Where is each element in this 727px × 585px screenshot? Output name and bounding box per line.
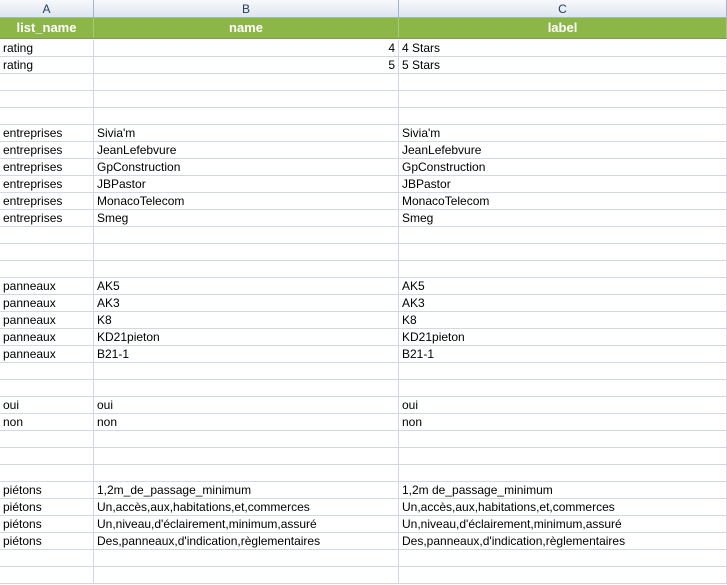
cell-name[interactable]: 5 [94,57,399,73]
cell-list-name[interactable]: piétons [0,482,94,498]
cell-label[interactable] [399,74,727,90]
cell-list-name[interactable]: panneaux [0,295,94,311]
cell-list-name[interactable]: panneaux [0,312,94,328]
column-header-c[interactable]: C [399,0,727,18]
cell-name[interactable]: oui [94,397,399,413]
cell-name[interactable]: AK3 [94,295,399,311]
cell-label[interactable]: K8 [399,312,727,328]
header-cell-label[interactable]: label [399,18,727,38]
cell-list-name[interactable]: panneaux [0,329,94,345]
cell-list-name[interactable] [0,227,94,243]
table-row [0,193,727,210]
table-row [0,482,727,499]
cell-list-name[interactable] [0,448,94,464]
cell-label[interactable]: non [399,414,727,430]
cell-name[interactable] [94,431,399,447]
cell-name[interactable] [94,227,399,243]
cell-name[interactable]: KD21pieton [94,329,399,345]
table-row [0,448,727,465]
cell-label[interactable] [399,567,727,583]
table-row [0,567,727,584]
cell-name[interactable]: AK5 [94,278,399,294]
cell-label[interactable] [399,244,727,260]
cell-list-name[interactable] [0,567,94,583]
cell-name[interactable]: non [94,414,399,430]
table-row [0,499,727,516]
table-row [0,176,727,193]
table-row [0,278,727,295]
cell-list-name[interactable]: entreprises [0,125,94,141]
cell-list-name[interactable]: oui [0,397,94,413]
header-cell-list-name[interactable]: list_name [0,18,94,38]
cell-label[interactable]: Un,niveau,d'éclairement,minimum,assuré [399,516,727,532]
cell-list-name[interactable] [0,244,94,260]
cell-label[interactable]: oui [399,397,727,413]
cell-list-name[interactable]: entreprises [0,176,94,192]
cell-list-name[interactable]: piétons [0,516,94,532]
table-row [0,227,727,244]
cell-label[interactable] [399,448,727,464]
cell-name[interactable] [94,108,399,124]
table-row [0,533,727,550]
cell-name[interactable] [94,363,399,379]
cell-label[interactable]: 4 Stars [399,40,727,56]
cell-list-name[interactable] [0,550,94,566]
cell-label[interactable] [399,380,727,396]
cell-label[interactable] [399,550,727,566]
table-row [0,210,727,227]
table-row [0,159,727,176]
cell-list-name[interactable]: rating [0,40,94,56]
cell-label[interactable]: B21-1 [399,346,727,362]
table-row [0,57,727,74]
cell-name[interactable]: JBPastor [94,176,399,192]
cell-list-name[interactable]: non [0,414,94,430]
table-row [0,414,727,431]
cell-name[interactable]: B21-1 [94,346,399,362]
cell-name[interactable] [94,380,399,396]
cell-label[interactable]: GpConstruction [399,159,727,175]
cell-name[interactable] [94,448,399,464]
cell-name[interactable] [94,91,399,107]
cell-label[interactable]: MonacoTelecom [399,193,727,209]
cell-list-name[interactable]: panneaux [0,278,94,294]
cell-name[interactable] [94,244,399,260]
table-row [0,74,727,91]
cell-label[interactable]: KD21pieton [399,329,727,345]
cell-label[interactable]: 5 Stars [399,57,727,73]
cell-label[interactable]: Sivia'm [399,125,727,141]
table-row [0,108,727,125]
table-row [0,142,727,159]
cell-name[interactable]: 1,2m_de_passage_minimum [94,482,399,498]
cell-list-name[interactable] [0,74,94,90]
table-row [0,244,727,261]
cell-label[interactable]: 1,2m de_passage_minimum [399,482,727,498]
cell-list-name[interactable]: entreprises [0,193,94,209]
table-row [0,40,727,57]
cell-list-name[interactable]: panneaux [0,346,94,362]
table-row [0,312,727,329]
cell-label[interactable] [399,363,727,379]
cell-label[interactable]: AK5 [399,278,727,294]
table-row [0,380,727,397]
column-header-b[interactable]: B [94,0,399,18]
cell-list-name[interactable] [0,380,94,396]
cell-label[interactable]: JBPastor [399,176,727,192]
cell-list-name[interactable] [0,431,94,447]
table-row [0,397,727,414]
cell-list-name[interactable] [0,108,94,124]
column-header-a[interactable]: A [0,0,94,18]
cell-label[interactable] [399,108,727,124]
cell-name[interactable]: Des,panneaux,d'indication,règlementaires [94,533,399,549]
header-row [0,18,727,39]
cell-label[interactable]: Un,accès,aux,habitations,et,commerces [399,499,727,515]
cell-label[interactable]: Des,panneaux,d'indication,règlementaires [399,533,727,549]
cell-name[interactable]: Smeg [94,210,399,226]
cell-name[interactable] [94,465,399,481]
table-row [0,295,727,312]
cell-list-name[interactable]: entreprises [0,142,94,158]
cell-list-name[interactable]: piétons [0,533,94,549]
table-row [0,91,727,108]
header-cell-name[interactable]: name [94,18,399,38]
table-row [0,346,727,363]
cell-name[interactable]: 4 [94,40,399,56]
table-row [0,431,727,448]
cell-name[interactable] [94,74,399,90]
cell-name[interactable]: JeanLefebvure [94,142,399,158]
cell-list-name[interactable]: entreprises [0,210,94,226]
cell-list-name[interactable] [0,261,94,277]
cell-name[interactable] [94,567,399,583]
cell-name[interactable] [94,550,399,566]
cell-list-name[interactable] [0,465,94,481]
table-row [0,329,727,346]
cell-label[interactable]: JeanLefebvure [399,142,727,158]
cell-label[interactable] [399,91,727,107]
table-row [0,465,727,482]
cell-name[interactable]: K8 [94,312,399,328]
cell-label[interactable] [399,261,727,277]
cell-label[interactable] [399,465,727,481]
table-row [0,363,727,380]
table-row [0,550,727,567]
table-row [0,125,727,142]
cell-list-name[interactable] [0,91,94,107]
cell-label[interactable] [399,431,727,447]
cell-name[interactable]: GpConstruction [94,159,399,175]
cell-name[interactable]: MonacoTelecom [94,193,399,209]
cell-name[interactable]: Un,niveau,d'éclairement,minimum,assuré [94,516,399,532]
cell-label[interactable]: AK3 [399,295,727,311]
cell-label[interactable]: Smeg [399,210,727,226]
cell-name[interactable]: Un,accès,aux,habitations,et,commerces [94,499,399,515]
table-row [0,516,727,533]
cell-list-name[interactable]: piétons [0,499,94,515]
cell-list-name[interactable]: entreprises [0,159,94,175]
cell-name[interactable] [94,261,399,277]
cell-list-name[interactable] [0,363,94,379]
cell-list-name[interactable]: rating [0,57,94,73]
cell-name[interactable]: Sivia'm [94,125,399,141]
table-row [0,261,727,278]
cell-label[interactable] [399,227,727,243]
